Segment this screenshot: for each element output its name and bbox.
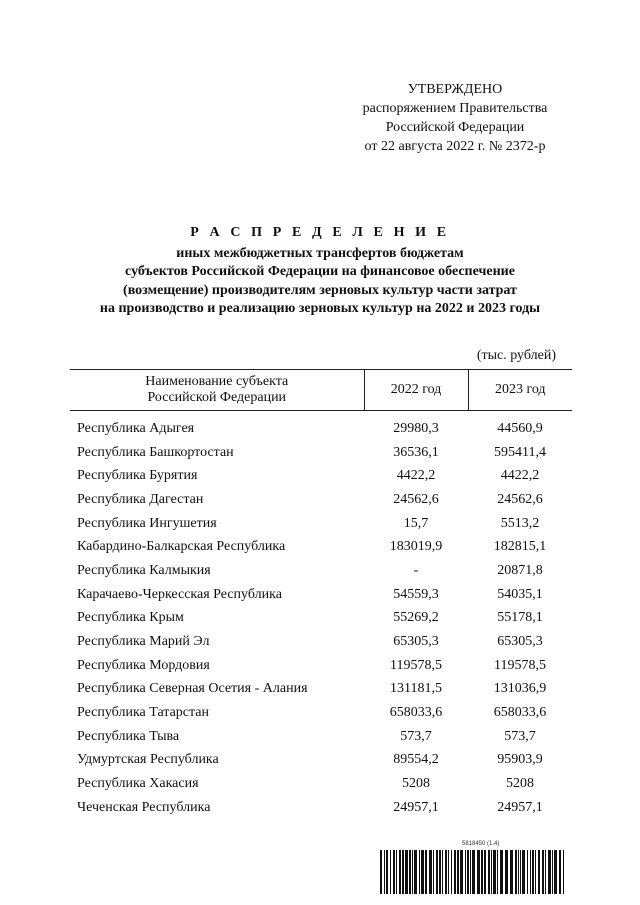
value-2023-cell: 55178,1 (497, 610, 543, 626)
subject-name-cell: Республика Марий Эл (77, 634, 210, 650)
table-row (70, 749, 572, 773)
value-2023-cell: 595411,4 (494, 444, 546, 460)
value-2022-cell: 24957,1 (393, 799, 439, 815)
subject-name-cell: Республика Ингушетия (77, 515, 217, 531)
subject-name-cell: Карачаево-Черкесская Республика (77, 586, 282, 602)
approval-title: УТВЕРЖДЕНО (407, 82, 503, 97)
value-2022-cell: 65305,3 (393, 634, 439, 650)
value-2023-cell: 20871,8 (497, 562, 543, 578)
value-2023-cell: 44560,9 (497, 420, 543, 436)
header-2023: 2023 год (468, 370, 572, 411)
value-2022-cell: - (413, 562, 419, 578)
subject-name-cell: Республика Тыва (77, 728, 180, 744)
value-2022-cell: 36536,1 (393, 444, 439, 460)
subject-name-cell: Республика Северная Осетия - Алания (77, 681, 308, 697)
value-2023-cell: 4422,2 (500, 468, 540, 484)
table-row (70, 512, 572, 536)
value-2023-cell: 24957,1 (497, 799, 543, 815)
table-row (70, 772, 572, 796)
subject-name-cell: Кабардино-Балкарская Республика (77, 539, 286, 555)
value-2022-cell: 24562,6 (393, 491, 439, 507)
subject-name-cell: Республика Мордовия (77, 657, 210, 673)
value-2022-cell: 573,7 (400, 728, 432, 744)
value-2023-cell: 5513,2 (500, 515, 540, 531)
table-row (70, 488, 572, 512)
value-2022-cell: 89554,2 (393, 752, 439, 768)
document-subtitle-line: субъектов Российской Федерации на финансовое обеспечение (125, 264, 515, 279)
value-2023-cell: 182815,1 (493, 539, 547, 555)
subject-name-cell: Республика Татарстан (77, 705, 210, 721)
value-2023-cell: 54035,1 (497, 586, 543, 602)
value-2023-cell: 95903,9 (497, 752, 543, 768)
approval-date-number: от 22 августа 2022 г. № 2372-р (364, 139, 546, 154)
value-2023-cell: 658033,6 (493, 705, 547, 721)
table-row (70, 559, 572, 583)
subject-name-cell: Республика Крым (77, 610, 184, 626)
barcode-caption: 5818450 (1.4) (462, 841, 500, 847)
table-row (70, 607, 572, 631)
subject-name-cell: Удмуртская Республика (77, 752, 219, 768)
value-2022-cell: 4422,2 (396, 468, 436, 484)
document-title: Р А С П Р Е Д Е Л Е Н И Е (190, 225, 450, 240)
table-body (70, 411, 572, 820)
subject-name-cell: Республика Адыгея (77, 420, 195, 436)
value-2023-cell: 24562,6 (497, 491, 543, 507)
document-heading (40, 224, 600, 319)
table-row (70, 796, 572, 820)
subject-name-cell: Республика Дагестан (77, 491, 204, 507)
units-label: (тыс. рублей) (476, 348, 556, 363)
subject-name-cell: Республика Бурятия (77, 468, 198, 484)
header-2022: 2022 год (364, 370, 468, 411)
table-row (70, 441, 572, 465)
value-2022-cell: 183019,9 (389, 539, 443, 555)
table-row (70, 654, 572, 678)
value-2022-cell: 54559,3 (393, 586, 439, 602)
header-subject-name: Наименование субъекта Российской Федерации (70, 370, 364, 411)
value-2022-cell: 5208 (402, 776, 430, 792)
table-row (70, 464, 572, 488)
table-row (70, 678, 572, 702)
value-2023-cell: 131036,9 (493, 681, 547, 697)
value-2022-cell: 119578,5 (390, 657, 442, 673)
table-row (70, 411, 572, 441)
table-row (70, 535, 572, 559)
value-2022-cell: 658033,6 (389, 705, 443, 721)
value-2022-cell: 55269,2 (393, 610, 439, 626)
value-2022-cell: 29980,3 (393, 420, 439, 436)
approval-line: Российской Федерации (385, 120, 525, 135)
table-header-row (70, 370, 572, 411)
distribution-table (70, 369, 572, 820)
value-2023-cell: 65305,3 (497, 634, 543, 650)
value-2022-cell: 131181,5 (390, 681, 442, 697)
document-subtitle-line: (возмещение) производителям зерновых культур части затрат (123, 282, 517, 298)
subject-name-cell: Республика Хакасия (77, 776, 199, 792)
barcode-image (380, 850, 568, 894)
value-2023-cell: 119578,5 (494, 657, 546, 673)
subject-name-cell: Республика Калмыкия (77, 562, 211, 578)
subject-name-cell: Республика Башкортостан (77, 444, 234, 460)
value-2023-cell: 5208 (506, 776, 534, 792)
document-subtitle-line: иных межбюджетных трансфертов бюджетам (176, 245, 464, 261)
table-row (70, 701, 572, 725)
approval-line: распоряжением Правительства (362, 101, 548, 116)
approval-block (345, 80, 565, 156)
table-row (70, 725, 572, 749)
table-row (70, 630, 572, 654)
subject-name-cell: Чеченская Республика (77, 799, 211, 815)
document-subtitle-line: на производство и реализацию зерновых культур на 2022 и 2023 годы (99, 301, 541, 316)
value-2023-cell: 573,7 (504, 728, 536, 744)
table-row (70, 583, 572, 607)
value-2022-cell: 15,7 (403, 515, 429, 531)
